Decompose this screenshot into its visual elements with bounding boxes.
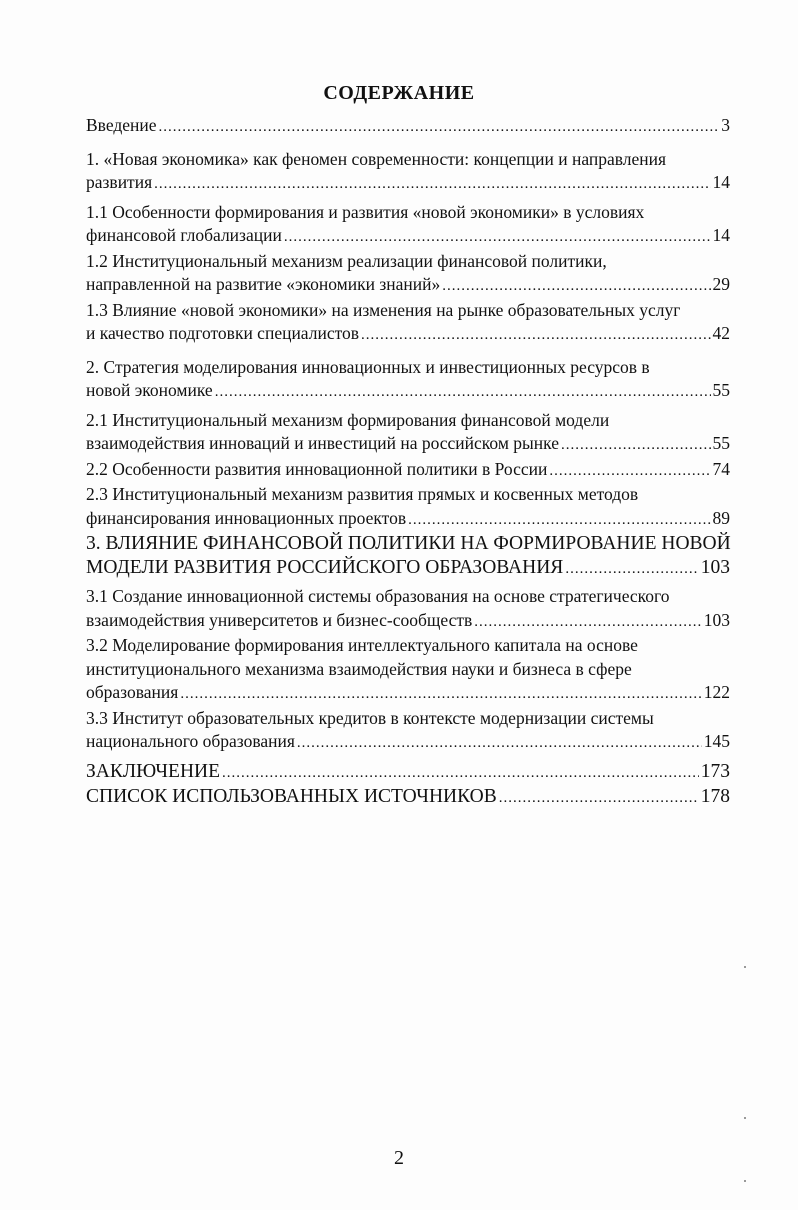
toc-entry-label: взаимодействия университетов и бизнес-сообществ: [86, 609, 473, 630]
toc-entry-text: 3.3 Институт образовательных кредитов в контексте модернизации системы: [86, 707, 654, 728]
toc-entry-label: новой экономике: [86, 380, 213, 400]
toc-entry-label: и качество подготовки специалистов: [86, 323, 360, 343]
toc-page-number: 173: [700, 760, 730, 782]
scan-speck: [744, 1180, 746, 1182]
leader-dots: [215, 381, 711, 405]
toc-entry-text: 3.2 Моделирование формирования интеллектуального капитала на основе: [86, 635, 638, 655]
toc-entry-label: образования: [86, 682, 179, 702]
toc-entry-2-1: [86, 409, 730, 458]
toc-page-number: 145: [703, 731, 730, 751]
toc-entry-1-2: [86, 250, 730, 299]
leader-dots: [499, 786, 699, 810]
toc-entry-label: МОДЕЛИ РАЗВИТИЯ РОССИЙСКОГО ОБРАЗОВАНИЯ: [86, 557, 564, 578]
toc-entry-label: взаимодействия инноваций и инвестиций на российском рынке: [86, 433, 559, 453]
toc-entry-3-3: [86, 707, 730, 756]
leader-dots: [408, 509, 710, 533]
toc-entry-label: ЗАКЛЮЧЕНИЕ: [86, 760, 221, 782]
toc-entry-3-1: [86, 585, 730, 634]
toc-page-number: 55: [712, 433, 730, 453]
toc-entry-text: 3. ВЛИЯНИЕ ФИНАНСОВОЙ ПОЛИТИКИ НА ФОРМИРОВАНИЕ НОВОЙ: [86, 533, 731, 554]
scan-speck: [744, 966, 746, 968]
leader-dots: [180, 683, 701, 707]
toc-entry-label: национального образования: [86, 731, 295, 751]
toc-entry-label: развития: [86, 172, 153, 192]
toc-entry-1-1: [86, 201, 730, 250]
leader-dots: [361, 324, 710, 348]
toc-entry-label: финансовой глобализации: [86, 225, 282, 245]
toc-entry-1-3: [86, 299, 730, 348]
toc-page-number: 178: [700, 785, 730, 807]
leader-dots: [284, 226, 711, 250]
toc-entry-chapter-2: [86, 356, 730, 405]
toc-entry-text: 1.1 Особенности формирования и развития «новой экономики» в условиях: [86, 201, 645, 222]
toc-page-number: 74: [712, 458, 730, 479]
scan-speck: [744, 1117, 746, 1119]
toc-page-number: 42: [712, 323, 730, 343]
toc-page-number: 3: [721, 115, 730, 135]
toc-entry-label: финансирования инновационных проектов: [86, 507, 407, 528]
toc-entry-2-3: [86, 483, 730, 532]
toc-entry-text: 1.3 Влияние «новой экономики» на изменения на рынке образовательных услуг: [86, 299, 681, 320]
leader-dots: [159, 116, 720, 140]
toc-entry-label: 2.2 Особенности развития инновационной политики в России: [86, 458, 548, 479]
toc-entry-conclusion: [86, 760, 730, 785]
toc-entry-text: 3.1 Создание инновационной системы образования на основе стратегического: [86, 586, 670, 606]
page-number: 2: [394, 1147, 404, 1169]
toc-page-number: 122: [703, 682, 730, 702]
toc-entry-chapter-3: [86, 532, 730, 581]
toc-entry-text: институционального механизма взаимодействия науки и бизнеса в сфере: [86, 658, 632, 679]
toc-entry-text: 2.3 Институциональный механизм развития прямых и косвенных методов: [86, 484, 639, 504]
toc-entry-text: 2. Стратегия моделирования инновационных и инвестиционных ресурсов в: [86, 356, 650, 377]
toc-entry-label: Введение: [86, 115, 157, 135]
toc-entry-3-2: [86, 634, 730, 707]
toc-entry-text: 1.2 Институциональный механизм реализации финансовой политики,: [86, 250, 607, 271]
toc-title: СОДЕРЖАНИЕ: [323, 82, 475, 104]
leader-dots: [565, 557, 698, 581]
toc-entry-text: 2.1 Институциональный механизм формирования финансовой модели: [86, 409, 610, 430]
toc-page-number: 103: [700, 557, 730, 578]
leader-dots: [549, 460, 710, 484]
toc-entry-label: направленной на развитие «экономики знаний»: [86, 274, 441, 294]
toc-page-number: 14: [712, 225, 730, 245]
toc-entry-text: 1. «Новая экономика» как феномен современности: концепции и направления: [86, 148, 667, 169]
leader-dots: [561, 434, 711, 458]
leader-dots: [154, 173, 710, 197]
table-of-contents: [86, 114, 730, 810]
toc-page-number: 89: [712, 507, 730, 528]
toc-entry-references: [86, 785, 730, 810]
leader-dots: [297, 732, 702, 756]
toc-entry-chapter-1: [86, 148, 730, 197]
toc-page-number: 103: [703, 609, 730, 630]
leader-dots: [222, 761, 699, 785]
leader-dots: [474, 611, 701, 635]
toc-entry-label: СПИСОК ИСПОЛЬЗОВАННЫХ ИСТОЧНИКОВ: [86, 785, 497, 807]
toc-entry-2-2: [86, 458, 730, 484]
toc-entry-intro: [86, 114, 730, 140]
toc-page-number: 55: [712, 380, 730, 400]
leader-dots: [442, 275, 710, 299]
toc-page-number: 14: [712, 172, 730, 192]
toc-page-number: 29: [712, 274, 730, 294]
